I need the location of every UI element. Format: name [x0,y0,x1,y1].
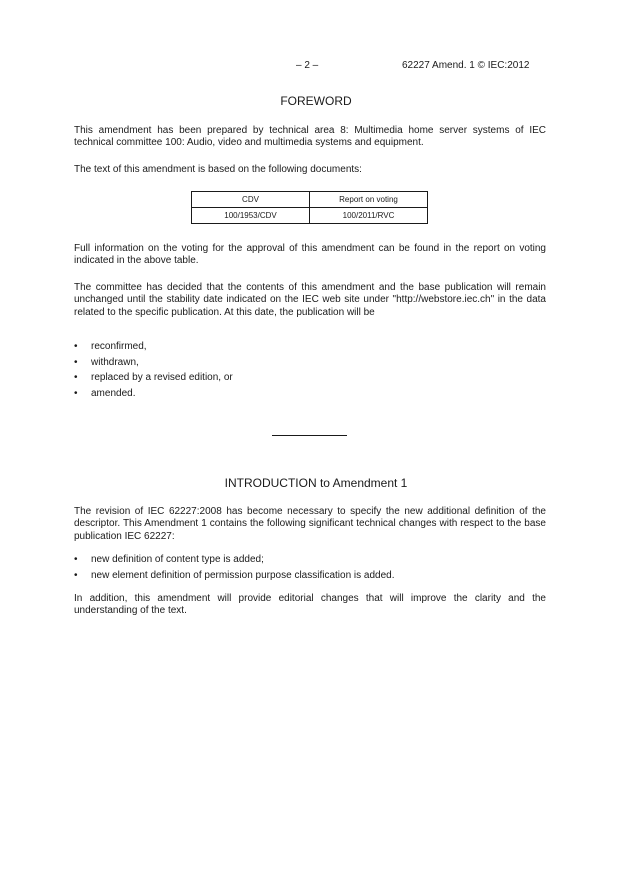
list-item [74,552,395,568]
bullet-icon: • [74,356,78,368]
foreword-paragraph-4: The committee has decided that the contents of this amendment and the base publication will remain unchanged until the stability date indicated on the IEC web site under "http://webstore.iec.ch" in the data related to the specific publication. At this date, the publication will be [74,282,546,318]
table-cell: 100/1953/CDV [192,208,310,224]
changes-list [74,552,395,583]
list-item-text: reconfirmed, [91,341,147,352]
list-item [74,339,233,355]
bullet-icon: • [74,372,78,384]
table-row [192,208,428,224]
introduction-paragraph-2: In addition, this amendment will provide editorial changes that will improve the clarity and the understanding of the text. [74,593,546,617]
list-item-text: new definition of content type is added; [91,554,264,565]
table-cell: 100/2011/RVC [310,208,428,224]
list-item-text: new element definition of permission purpose classification is added. [91,569,395,581]
list-item [74,355,233,371]
list-item [74,568,395,584]
foreword-paragraph-3: Full information on the voting for the approval of this amendment can be found in the report on voting indicated in the above table. [74,243,546,267]
section-divider [272,435,347,436]
list-item [74,386,233,402]
foreword-paragraph-1: This amendment has been prepared by technical area 8: Multimedia home server systems of IEC technical committee 100: Audio, video and multimedia systems and equipment. [74,125,546,149]
bullet-icon: • [74,569,78,581]
list-item-text: replaced by a revised edition, or [91,372,233,384]
bullet-icon: • [74,554,78,565]
page-number: – 2 – [296,60,319,71]
list-item [74,370,233,386]
foreword-title: FOREWORD [280,94,352,108]
publication-status-list [74,339,233,401]
table-header-row [192,192,428,208]
foreword-paragraph-2: The text of this amendment is based on the following documents: [74,164,362,175]
list-item-text: amended. [91,387,136,399]
list-item-text: withdrawn, [91,356,139,368]
bullet-icon: • [74,341,78,352]
documents-table [191,191,428,224]
document-reference: 62227 Amend. 1 © IEC:2012 [402,60,530,71]
introduction-title: INTRODUCTION to Amendment 1 [224,476,408,490]
table-header-cell: CDV [192,192,310,208]
introduction-paragraph-1: The revision of IEC 62227:2008 has become necessary to specify the new additional definition of the descriptor. This Amendment 1 contains the following significant technical changes with respect to the base publication IEC 62227: [74,506,546,542]
table-header-cell: Report on voting [310,192,428,208]
bullet-icon: • [74,387,78,399]
